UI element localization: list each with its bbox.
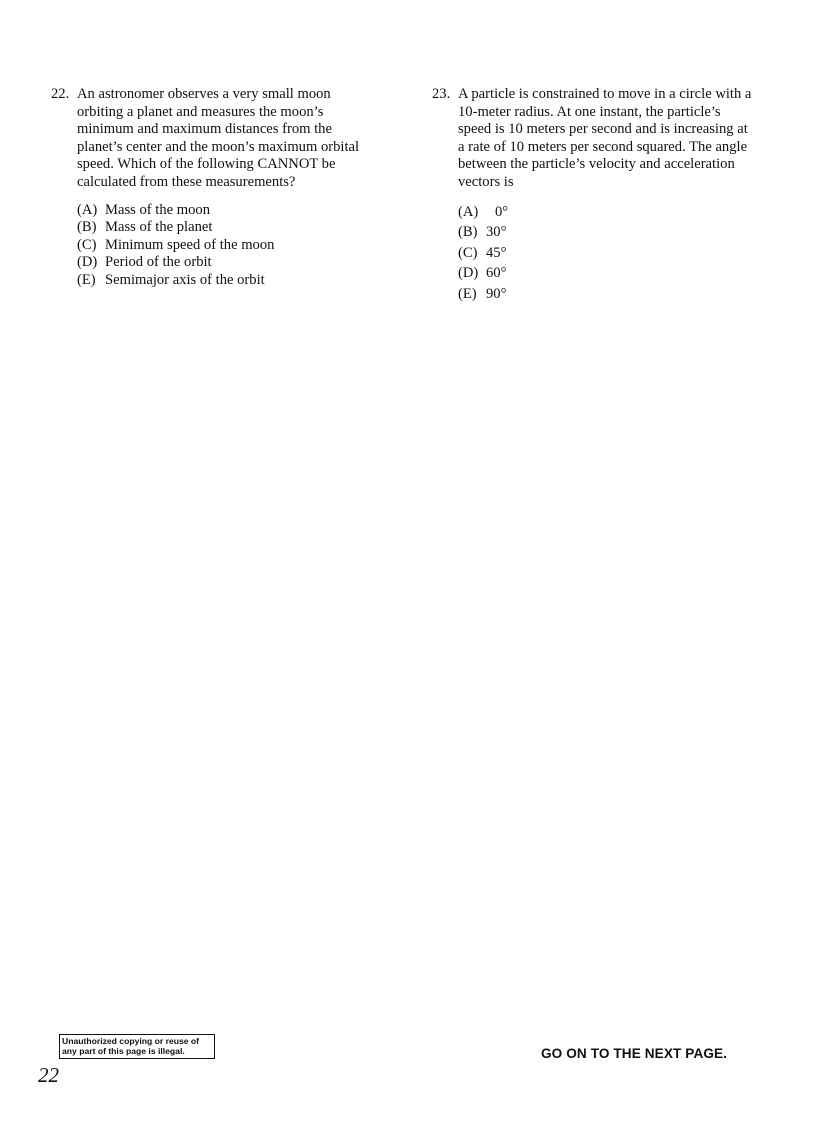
question-text	[77, 86, 381, 192]
answer-choices	[77, 202, 381, 290]
choice-letter: (B)	[77, 219, 97, 236]
answer-choice	[77, 272, 381, 290]
answer-choice	[458, 284, 777, 305]
stem-line: calculated from these measurements?	[77, 173, 296, 190]
question-text	[458, 86, 777, 192]
choice-letter: (D)	[458, 265, 479, 282]
choice-letter: (E)	[458, 285, 477, 302]
stem-line: A particle is constrained to move in a circle with a	[458, 86, 752, 102]
stem-line: between the particle’s velocity and acceleration	[458, 156, 735, 173]
answer-choice	[458, 202, 777, 223]
stem-line: minimum and maximum distances from the	[77, 121, 332, 138]
choice-letter: (C)	[458, 244, 478, 261]
choice-letter: (E)	[77, 271, 96, 288]
question-23-stem	[432, 86, 777, 192]
answer-choice	[77, 237, 381, 255]
choice-text: 90°	[486, 285, 507, 302]
stem-line: orbiting a planet and measures the moon’s	[77, 103, 324, 120]
stem-line: 10-meter radius. At one instant, the particle’s	[458, 103, 721, 120]
choice-text: 45°	[486, 244, 507, 261]
question-22	[51, 86, 381, 290]
stem-line: speed is 10 meters per second and is increasing at	[458, 121, 748, 138]
choice-text: 30°	[486, 224, 507, 241]
copyright-notice-line: any part of this page is illegal.	[62, 1046, 185, 1056]
answer-choice	[77, 254, 381, 272]
choice-text: Semimajor axis of the orbit	[105, 271, 265, 288]
choice-text: Mass of the moon	[105, 201, 210, 218]
answer-choice	[458, 263, 777, 284]
choice-text: Mass of the planet	[105, 219, 213, 236]
next-page-instruction: GO ON TO THE NEXT PAGE.	[541, 1046, 728, 1061]
stem-line: An astronomer observes a very small moon	[77, 86, 331, 102]
choice-letter: (C)	[77, 236, 97, 253]
choice-text: Minimum speed of the moon	[105, 236, 275, 253]
answer-choice	[77, 202, 381, 220]
question-number: 23.	[432, 86, 451, 102]
choice-letter: (B)	[458, 224, 478, 241]
question-23	[432, 86, 777, 304]
choice-text: 60°	[486, 265, 507, 282]
stem-line: speed. Which of the following CANNOT be	[77, 156, 336, 173]
stem-line: a rate of 10 meters per second squared. The angle	[458, 138, 748, 155]
copyright-notice	[59, 1034, 215, 1059]
answer-choices	[458, 202, 777, 305]
answer-choice	[77, 219, 381, 237]
stem-line: vectors is	[458, 173, 514, 190]
page-number: 22	[38, 1063, 59, 1087]
stem-line: planet’s center and the moon’s maximum orbital	[77, 138, 360, 155]
answer-choice	[458, 243, 777, 264]
question-number: 22.	[51, 86, 70, 102]
choice-letter: (D)	[77, 254, 98, 271]
choice-letter: (A)	[77, 201, 98, 218]
choice-text: 0°	[495, 203, 509, 220]
question-22-stem	[51, 86, 381, 192]
choice-text: Period of the orbit	[105, 254, 212, 271]
answer-choice	[458, 222, 777, 243]
copyright-notice-line: Unauthorized copying or reuse of	[62, 1036, 200, 1046]
choice-letter: (A)	[458, 203, 479, 220]
